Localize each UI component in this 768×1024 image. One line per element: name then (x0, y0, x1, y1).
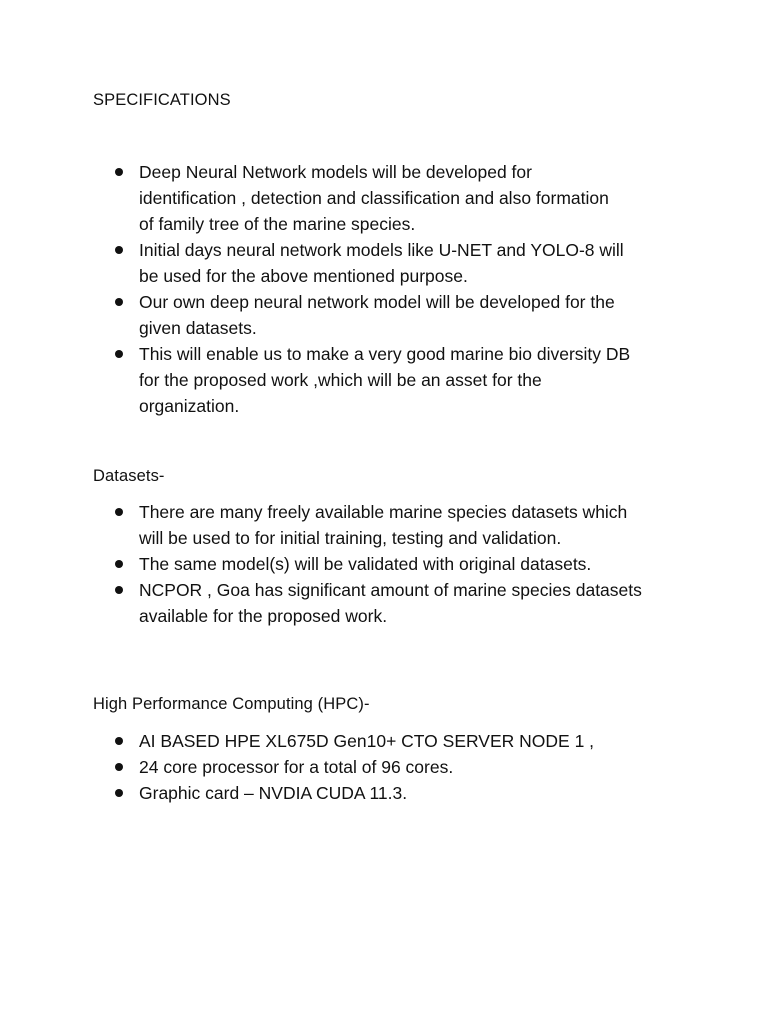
list-item-line: Graphic card – NVDIA CUDA 11.3. (139, 783, 408, 803)
list-item (0, 780, 700, 806)
bullet-dot-icon (115, 586, 123, 594)
hpc-heading: High Performance Computing (HPC)- (93, 695, 370, 713)
list-item-line: 24 core processor for a total of 96 cores. (139, 757, 454, 777)
list-item-line: identification , detection and classification and also formation (139, 188, 609, 208)
bullet-dot-icon (115, 350, 123, 358)
list-item-line: Our own deep neural network model will be developed for the (139, 292, 615, 312)
list-item-line: NCPOR , Goa has significant amount of marine species datasets (139, 580, 642, 600)
bullet-dot-icon (115, 737, 123, 745)
list-item (0, 341, 700, 419)
list-item (0, 159, 700, 237)
list-item-line: There are many freely available marine species datasets which (139, 502, 628, 522)
list-item-line: given datasets. (139, 318, 257, 338)
list-item (0, 551, 700, 577)
list-item-line: This will enable us to make a very good marine bio diversity DB (139, 344, 631, 364)
bullet-dot-icon (115, 168, 123, 176)
bullet-dot-icon (115, 789, 123, 797)
list-item-line: will be used to for initial training, testing and validation. (139, 528, 562, 548)
hpc-list (0, 728, 700, 806)
list-item-line: Initial days neural network models like U-NET and YOLO-8 will (139, 240, 624, 260)
datasets-list (0, 499, 700, 629)
list-item-line: for the proposed work ,which will be an asset for the (139, 370, 542, 390)
bullet-dot-icon (115, 508, 123, 516)
datasets-heading: Datasets- (93, 467, 165, 485)
bullet-dot-icon (115, 763, 123, 771)
list-item-line: organization. (139, 396, 240, 416)
list-item (0, 577, 700, 629)
list-item-line: available for the proposed work. (139, 606, 388, 626)
list-item (0, 499, 700, 551)
specifications-list (0, 159, 700, 419)
bullet-dot-icon (115, 246, 123, 254)
list-item (0, 728, 700, 754)
list-item-line: be used for the above mentioned purpose. (139, 266, 468, 286)
list-item-line: of family tree of the marine species. (139, 214, 416, 234)
list-item-line: AI BASED HPE XL675D Gen10+ CTO SERVER NODE 1 , (139, 731, 595, 751)
specifications-heading: SPECIFICATIONS (93, 91, 231, 109)
bullet-dot-icon (115, 560, 123, 568)
bullet-dot-icon (115, 298, 123, 306)
list-item-line: The same model(s) will be validated with original datasets. (139, 554, 592, 574)
list-item (0, 754, 700, 780)
list-item-line: Deep Neural Network models will be developed for (139, 162, 532, 182)
list-item (0, 289, 700, 341)
list-item (0, 237, 700, 289)
